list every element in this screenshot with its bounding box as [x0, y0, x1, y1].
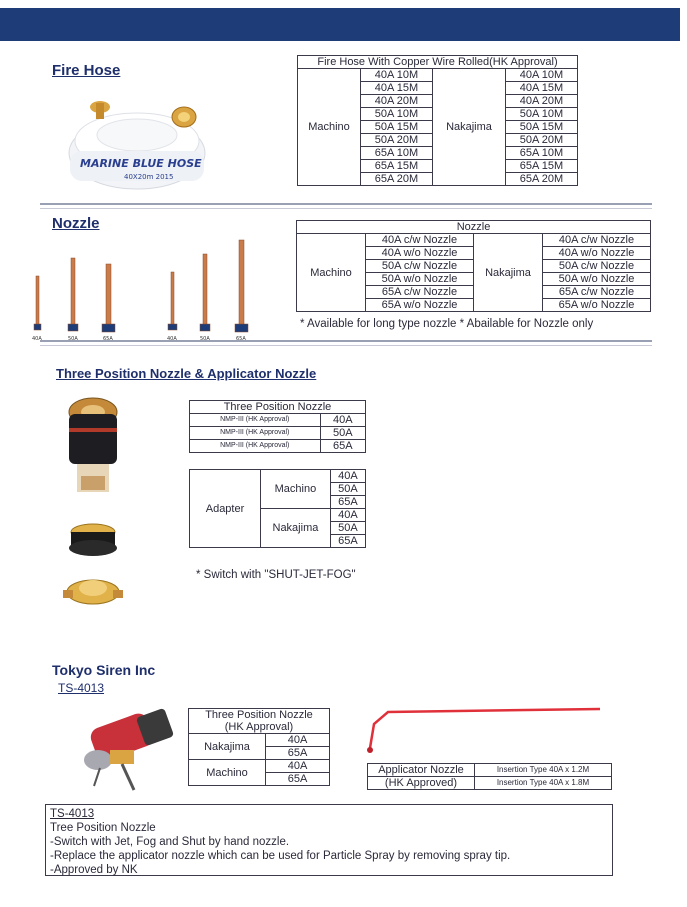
nozzle-table-header: Nozzle: [297, 221, 651, 234]
section-divider: [40, 203, 652, 209]
size-cell: 65A 10M: [361, 147, 433, 160]
ts4013-header-2: (HK Approval): [189, 721, 330, 734]
nozzle-image-label: 65A: [236, 336, 246, 342]
size-cell: 40A 10M: [361, 69, 433, 82]
nozzle-cell: 40A w/o Nozzle: [543, 247, 651, 260]
size-cell: 50A 10M: [361, 108, 433, 121]
nozzle-cell: 40A c/w Nozzle: [543, 234, 651, 247]
insertion-type-1: Insertion Type 40A x 1.2M: [475, 764, 612, 777]
nozzle-cell: 50A w/o Nozzle: [366, 273, 474, 286]
three-position-title: Three Position Nozzle & Applicator Nozzle: [56, 366, 317, 381]
box-feature-3: -Approved by NK: [50, 864, 138, 876]
three-position-table-header: Three Position Nozzle: [190, 401, 366, 414]
model-cell: NMP-III (HK Approval): [190, 427, 321, 440]
box-feature-2: -Replace the applicator nozzle which can be used for Particle Spray by removing spray tip.: [50, 850, 511, 862]
size-cell: 40A 10M: [506, 69, 578, 82]
three-position-image: [55, 392, 135, 622]
nozzle-cell: 65A c/w Nozzle: [366, 286, 474, 299]
insertion-type-2: Insertion Type 40A x 1.8M: [475, 777, 612, 790]
size-cell: 40A 20M: [361, 95, 433, 108]
size-cell: 65A 15M: [506, 160, 578, 173]
box-feature-1: -Switch with Jet, Fog and Shut by hand nozzle.: [50, 836, 290, 848]
brand-nakajima: Nakajima: [433, 69, 506, 186]
ts4013-header-1: Three Position Nozzle: [189, 709, 330, 722]
nozzle-cell: 50A c/w Nozzle: [543, 260, 651, 273]
fire-hose-table-header: Fire Hose With Copper Wire Rolled(HK Approval): [298, 56, 578, 69]
size-cell: 50A 15M: [506, 121, 578, 134]
nozzle-image-label: 40A: [32, 336, 42, 342]
size-cell: 65A: [266, 747, 330, 760]
ts4013-table: [188, 708, 330, 786]
nozzle-cell: 40A w/o Nozzle: [366, 247, 474, 260]
nozzle-table: [296, 220, 651, 312]
size-cell: 50A 15M: [361, 121, 433, 134]
nozzle-cell: 65A c/w Nozzle: [543, 286, 651, 299]
size-cell: 50A: [330, 483, 365, 496]
size-cell: 50A: [320, 427, 366, 440]
size-cell: 50A 20M: [506, 134, 578, 147]
size-cell: 65A: [320, 440, 366, 453]
switch-note: * Switch with "SHUT-JET-FOG": [196, 569, 356, 581]
size-cell: 40A: [320, 414, 366, 427]
brand-nakajima: Nakajima: [261, 509, 331, 548]
fire-hose-table: [297, 55, 578, 186]
ts4013-description-box: [45, 804, 613, 876]
size-cell: 40A: [266, 760, 330, 773]
size-cell: 40A: [330, 470, 365, 483]
section-divider: [40, 340, 652, 346]
brand-machino: Machino: [297, 234, 366, 312]
size-cell: 65A 10M: [506, 147, 578, 160]
svg-text:MARINE BLUE HOSE: MARINE BLUE HOSE: [80, 157, 202, 170]
nozzle-image-label: 65A: [103, 336, 113, 342]
brand-nakajima: Nakajima: [474, 234, 543, 312]
three-position-table: [189, 400, 366, 453]
nozzle-cell: 65A w/o Nozzle: [366, 299, 474, 312]
nozzle-image-label: 50A: [68, 336, 78, 342]
brand-nakajima: Nakajima: [189, 734, 266, 760]
size-cell: 50A: [330, 522, 365, 535]
fire-hose-image: [62, 95, 212, 195]
nozzle-cell: 50A c/w Nozzle: [366, 260, 474, 273]
brand-machino: Machino: [261, 470, 331, 509]
size-cell: 65A 20M: [506, 173, 578, 186]
size-cell: 50A 10M: [506, 108, 578, 121]
size-cell: 40A 15M: [506, 82, 578, 95]
ts4013-image: [70, 702, 180, 797]
applicator-nozzle-image: [360, 700, 605, 760]
nozzle-note: * Available for long type nozzle * Abailable for Nozzle only: [300, 318, 594, 330]
applicator-label-1: Applicator Nozzle: [368, 764, 475, 777]
size-cell: 65A: [330, 496, 365, 509]
box-model: TS-4013: [50, 808, 95, 820]
company-name: Tokyo Siren Inc: [52, 662, 156, 678]
model-cell: NMP-III (HK Approval): [190, 414, 321, 427]
nozzle-image-label: 50A: [200, 336, 210, 342]
brand-machino: Machino: [298, 69, 361, 186]
size-cell: 40A: [266, 734, 330, 747]
brand-machino: Machino: [189, 760, 266, 786]
header-bar: [0, 8, 680, 41]
fire-hose-title: Fire Hose: [52, 62, 121, 79]
adapter-label: Adapter: [190, 470, 261, 548]
box-title: Tree Position Nozzle: [50, 822, 156, 834]
size-cell: 65A 15M: [361, 160, 433, 173]
size-cell: 40A 15M: [361, 82, 433, 95]
model-cell: NMP-III (HK Approval): [190, 440, 321, 453]
nozzle-image-label: 40A: [167, 336, 177, 342]
applicator-label-2: (HK Approved): [368, 777, 475, 790]
model-label: TS-4013: [58, 681, 105, 695]
size-cell: 40A 20M: [506, 95, 578, 108]
nozzle-cell: 50A w/o Nozzle: [543, 273, 651, 286]
nozzle-cell: 40A c/w Nozzle: [366, 234, 474, 247]
svg-text:40X20m 2015: 40X20m 2015: [124, 173, 174, 181]
size-cell: 50A 20M: [361, 134, 433, 147]
size-cell: 65A: [266, 773, 330, 786]
adapter-table: [189, 469, 366, 548]
size-cell: 65A: [330, 535, 365, 548]
size-cell: 65A 20M: [361, 173, 433, 186]
nozzle-cell: 65A w/o Nozzle: [543, 299, 651, 312]
size-cell: 40A: [330, 509, 365, 522]
nozzle-image: [28, 236, 260, 344]
nozzle-title: Nozzle: [52, 215, 100, 232]
applicator-table: [367, 763, 612, 790]
